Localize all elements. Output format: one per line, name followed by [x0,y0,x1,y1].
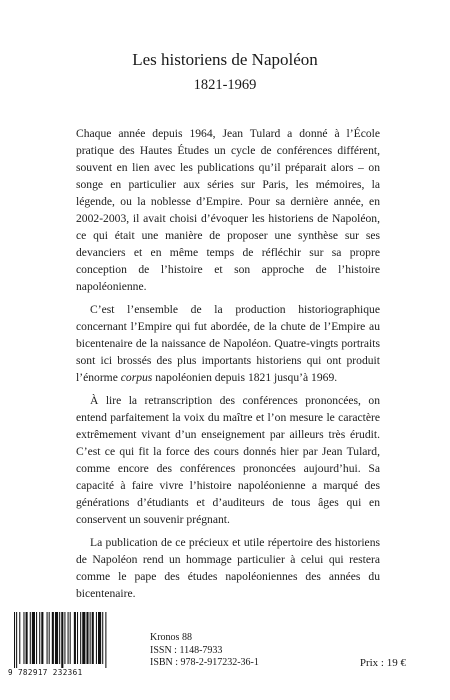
barcode-digits: 9 782917 232361 [8,668,83,677]
barcode [8,610,135,684]
paragraph-2 [76,301,380,386]
book-subtitle: 1821-1969 [193,77,257,93]
publication-info [150,632,259,670]
barcode-bars [8,610,135,668]
paragraph-2-italic: corpus [120,371,153,384]
paragraph-2-end: napoléonien depuis 1821 jusqu’à 1969. [152,371,338,384]
price-label: Prix : 19 € [359,657,406,669]
paragraph-4: La publication de ce précieux et utile répertoire des historiens de Napoléon rend un hommage particulier à celui qui restera comme le pape des études napoléoniennes des années du bicentenaire. [76,536,380,600]
blurb-text [76,125,380,608]
paragraph-2-start: C’est l’ensemble de la production historiographique concernant l’Empire qui fut abordée, de la chute de l’Empire au bicentenaire de la naissance de Napoléon. Quatre-vingts portraits sont ici brossés des plus importants historiens qui ont produit l’énorme [76,303,380,384]
book-title: Les historiens de Napoléon [132,50,318,69]
paragraph-1: Chaque année depuis 1964, Jean Tulard a donné à l’École pratique des Hautes Études un cycle de conférences différent, souvent en lien avec les publications qu’il préparait alors – on songe en particulier aux séries sur Paris, les mémoires, la légende, ou la noblesse d’Empire. Pour sa dernière année, en 2002-2003, il avait choisi d’évoquer les historiens de Napoléon, ce qui était une manière de proposer une synthèse sur ses devanciers et en même temps de réfléchir sur sa propre conception de l’histoire et son approche de l’histoire napoléonienne. [76,127,380,293]
isbn-label: ISBN : 978-2-917232-36-1 [150,657,259,668]
paragraph-3: À lire la retranscription des conférences prononcées, on entend parfaitement la voix du maître et l’on mesure le caractère extrêmement vivant d’un enseignement par ailleurs très érudit. C’est ce qui fit la force des cours donnés hier par Jean Tulard, comme encore des conférences prononcées aujourd’hui. Sa capacité à faire vivre l’histoire napoléonienne a marqué des générations d’étudiants et d’auditeurs de tous âges qui en conservent un souvenir prégnant. [76,394,380,526]
issn-label: ISSN : 1148-7933 [150,644,223,656]
series-label: Kronos 88 [150,632,192,643]
